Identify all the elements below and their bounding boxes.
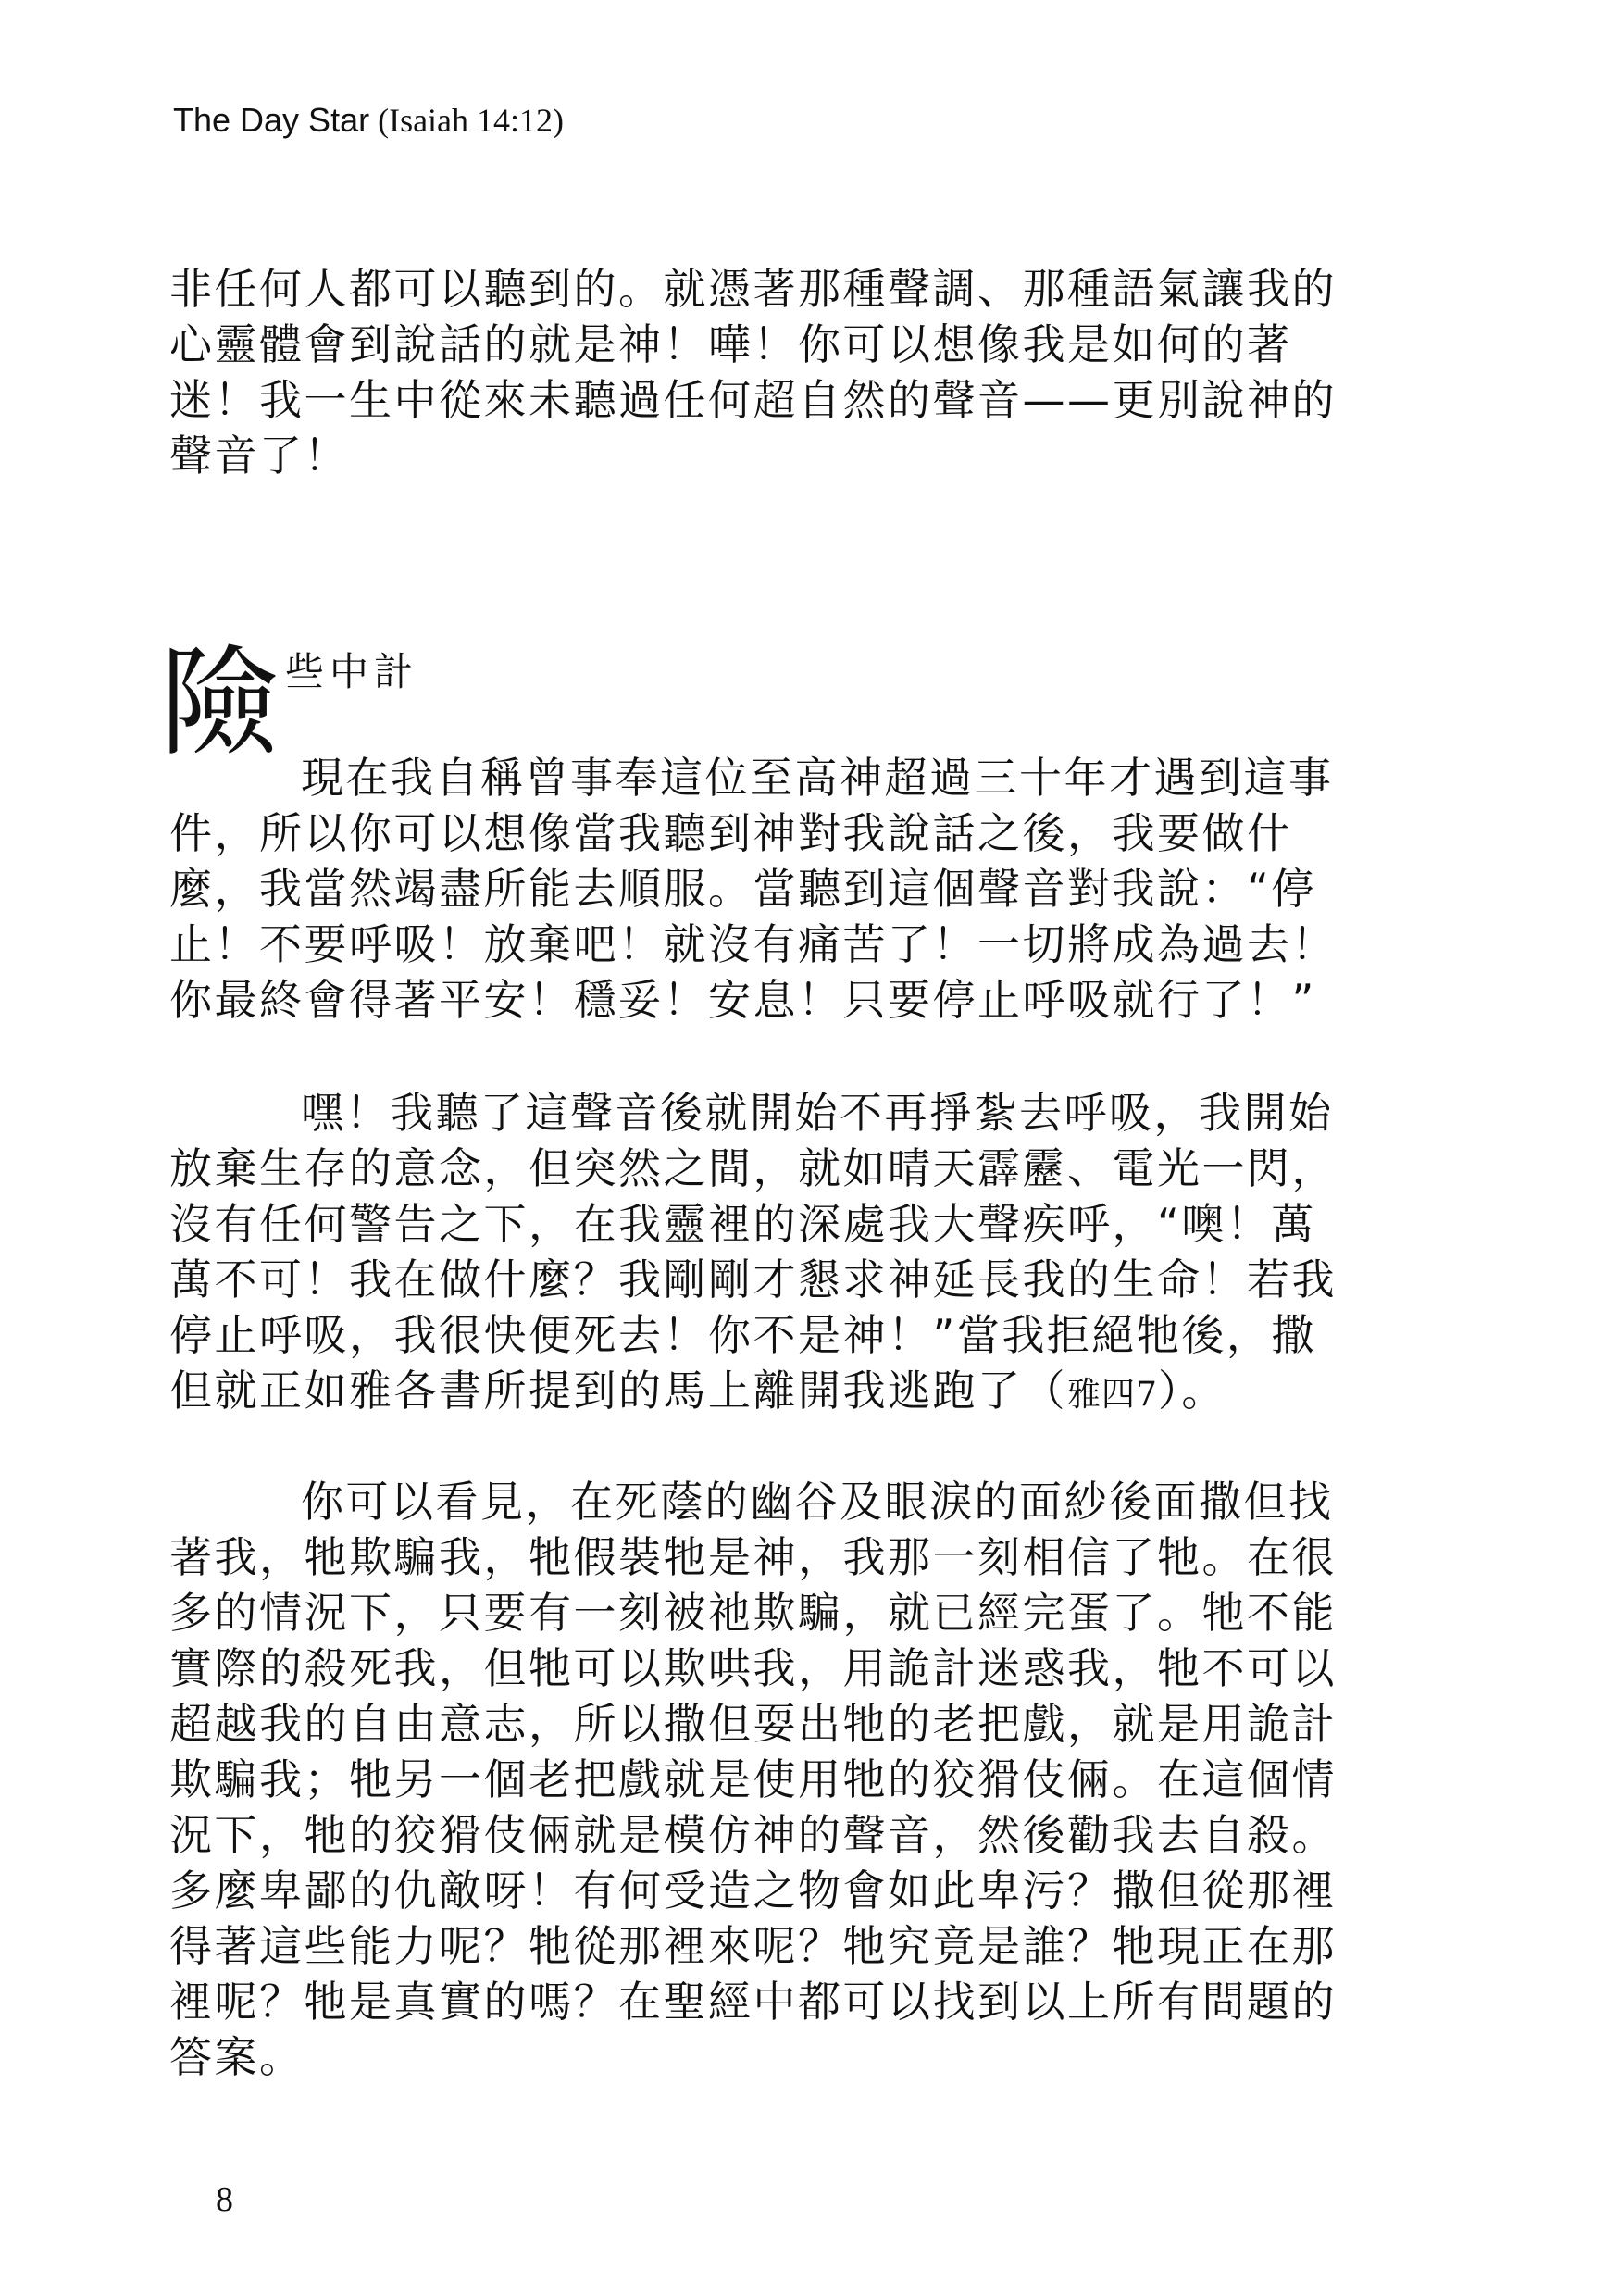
- text-line: 你最終會得著平安！穩妥！安息！只要停止呼吸就行了！”: [169, 975, 1316, 1025]
- text-line: 況下，牠的狡猾伎倆就是模仿神的聲音，然後勸我去自殺。: [169, 1810, 1337, 1860]
- section-heading: 些中計: [285, 649, 419, 694]
- text-segment: ）。: [1157, 1366, 1226, 1416]
- paragraph-4: [169, 1474, 1456, 2085]
- paragraph-1: [169, 261, 1456, 483]
- text-line: 止！不要呼吸！放棄吧！就沒有痛苦了！一切將成為過去！: [169, 919, 1337, 969]
- text-line: 放棄生存的意念，但突然之間，就如晴天霹靂、電光一閃，: [169, 1143, 1337, 1193]
- scripture-citation: 雅四7: [1067, 1376, 1158, 1414]
- text-line: 答案。: [169, 2032, 305, 2082]
- text-line: 裡呢？牠是真實的嗎？在聖經中都可以找到以上所有問題的: [169, 1977, 1337, 2027]
- page-number: 8: [216, 2180, 233, 2219]
- text-line: 麼，我當然竭盡所能去順服。當聽到這個聲音對我說：“停: [169, 864, 1316, 914]
- book-title: The Day Star: [173, 101, 370, 139]
- text-line-with-citation: [169, 1363, 1456, 1418]
- text-line: 實際的殺死我，但牠可以欺哄我，用詭計迷惑我，牠不可以: [169, 1643, 1337, 1693]
- text-line: 現在我自稱曾事奉這位至高神超過三十年才遇到這事: [301, 753, 1334, 803]
- drop-cap: 險: [160, 634, 280, 772]
- paragraph-2: [169, 750, 1456, 1028]
- text-line: 你可以看見，在死蔭的幽谷及眼淚的面紗後面撒但找: [301, 1477, 1334, 1527]
- text-line: 多的情況下，只要有一刻被祂欺騙，就已經完蛋了。牠不能: [169, 1588, 1337, 1638]
- text-line: 欺騙我；牠另一個老把戲就是使用牠的狡猾伎倆。在這個情: [169, 1754, 1337, 1804]
- running-header: [173, 100, 564, 141]
- scripture-reference: (Isaiah 14:12): [378, 102, 565, 139]
- text-line: 沒有任何警告之下，在我靈裡的深處我大聲疾呼，“噢！萬: [169, 1199, 1316, 1249]
- text-line: 得著這些能力呢？牠從那裡來呢？牠究竟是誰？牠現正在那: [169, 1921, 1337, 1971]
- text-segment: 但就正如雅各書所提到的馬上離開我逃跑了（: [169, 1366, 1067, 1416]
- text-line: 超越我的自由意志，所以撒但耍出牠的老把戲，就是用詭計: [169, 1699, 1337, 1749]
- text-line: 萬不可！我在做什麼？我剛剛才懇求神延長我的生命！若我: [169, 1254, 1337, 1304]
- paragraph-3: [169, 1085, 1456, 1418]
- text-line: 嘿！我聽了這聲音後就開始不再掙紮去呼吸，我開始: [301, 1088, 1334, 1138]
- text-line: 件，所以你可以想像當我聽到神對我說話之後，我要做什: [169, 808, 1292, 858]
- text-line: 著我，牠欺騙我，牠假裝牠是神，我那一刻相信了牠。在很: [169, 1532, 1337, 1582]
- text-line: 非任何人都可以聽到的。就憑著那種聲調、那種語氣讓我的: [169, 264, 1337, 314]
- text-line: 迷！我一生中從來未聽過任何超自然的聲音——更別說神的: [169, 375, 1337, 425]
- text-line: 聲音了！: [169, 430, 349, 480]
- text-line: 多麼卑鄙的仇敵呀！有何受造之物會如此卑污？撒但從那裡: [169, 1866, 1337, 1915]
- text-line: 心靈體會到說話的就是神！嘩！你可以想像我是如何的著: [169, 319, 1292, 369]
- text-line: 停止呼吸，我很快便死去！你不是神！”當我拒絕牠後，撒: [169, 1310, 1316, 1360]
